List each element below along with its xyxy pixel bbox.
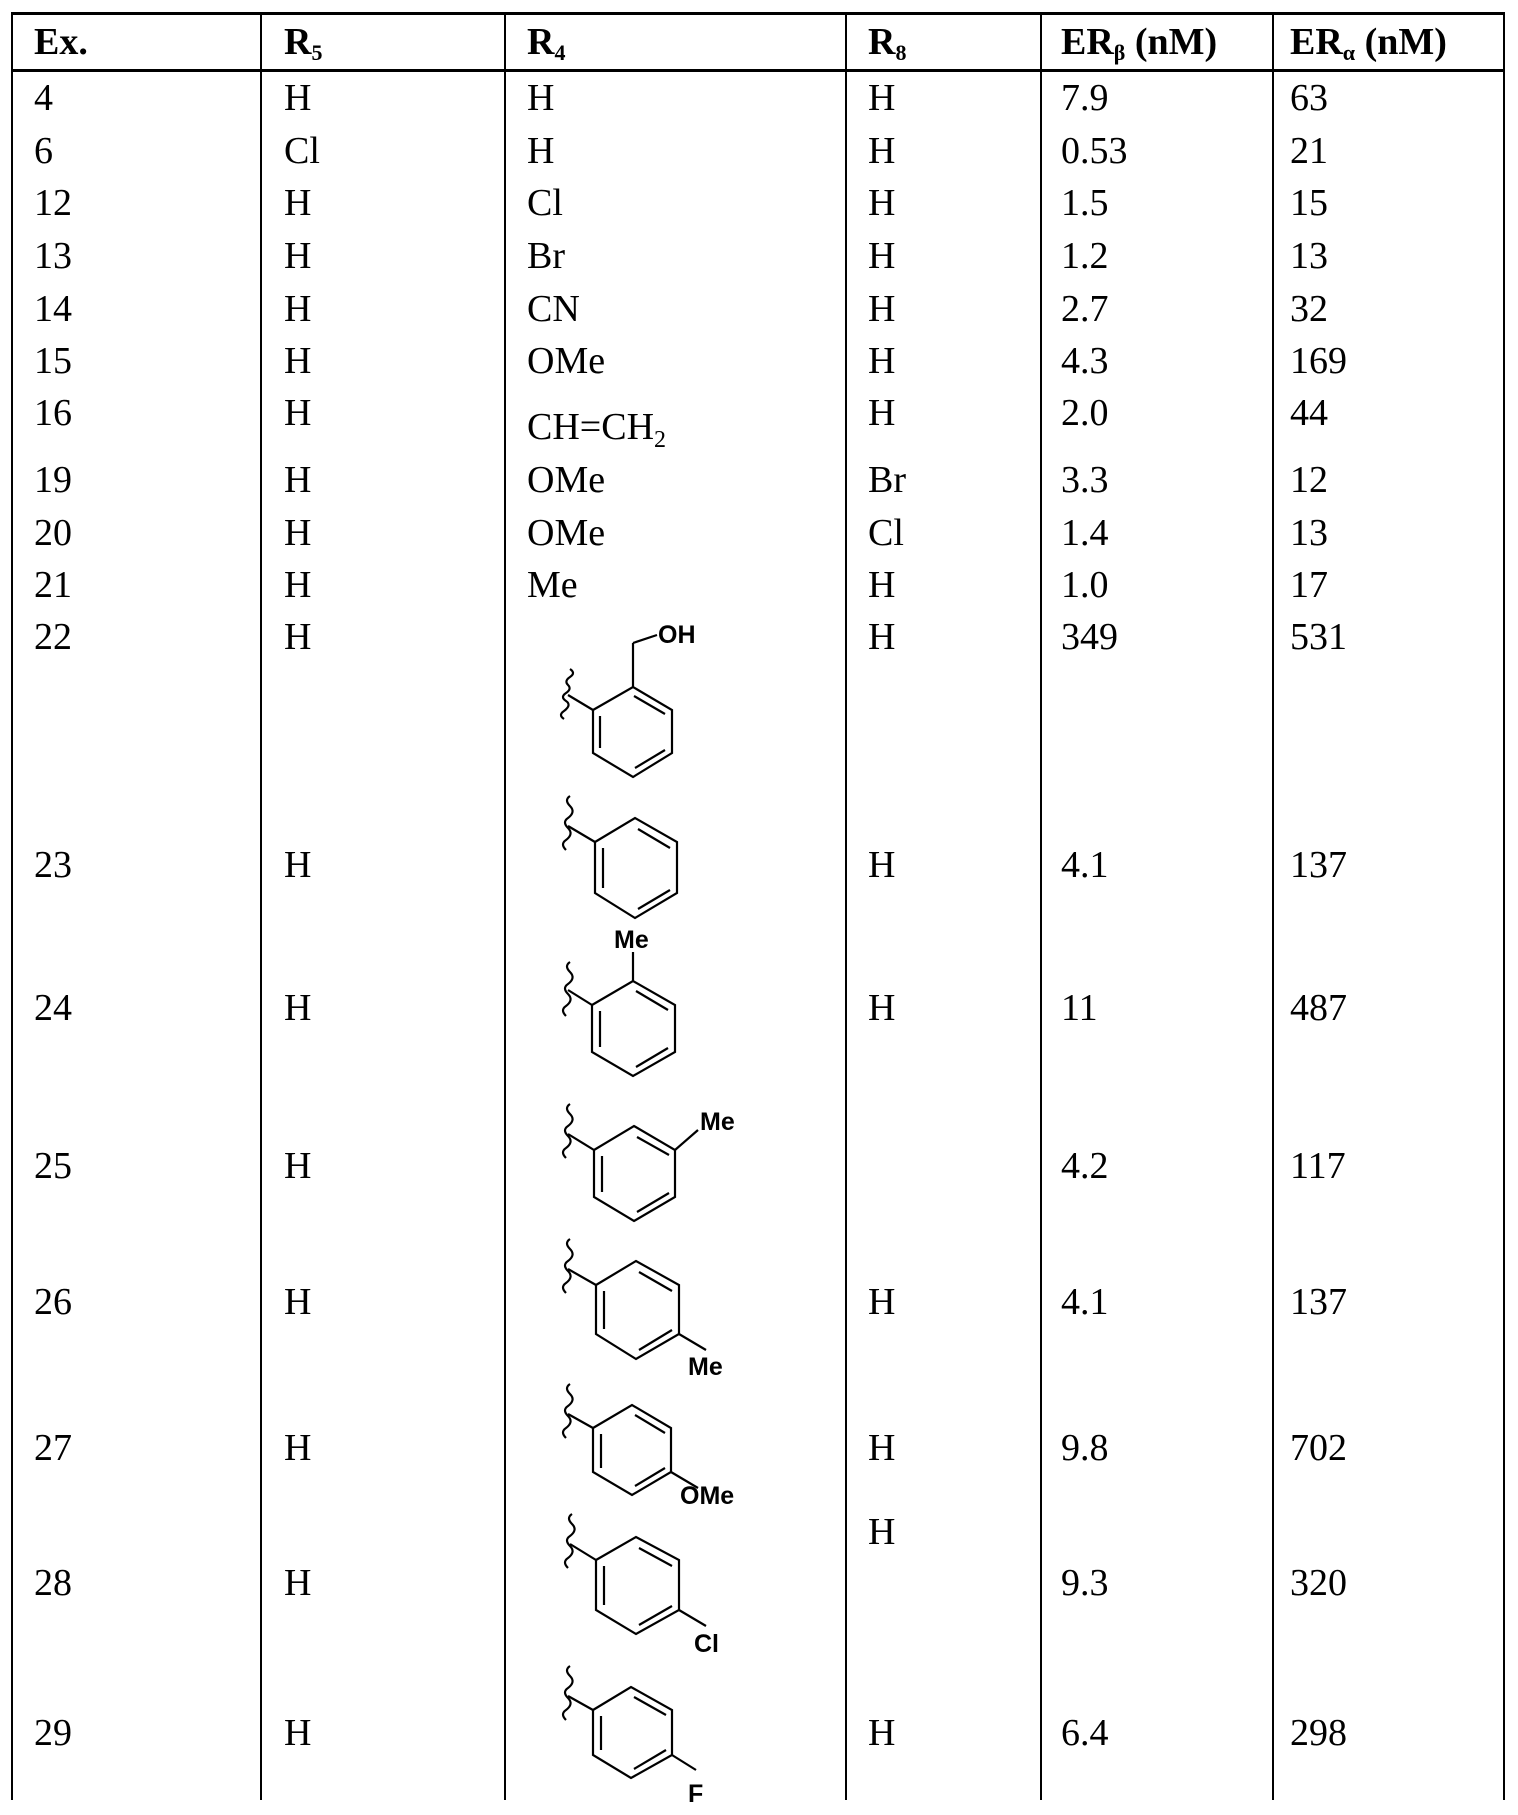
cell-r5: H: [284, 1145, 312, 1187]
svg-text:OH: OH: [658, 621, 696, 649]
cell-er-alpha: 117: [1290, 1145, 1346, 1187]
column-divider: [260, 12, 262, 1800]
cell-er-beta: 7.9: [1061, 77, 1109, 119]
cell-r8: H: [868, 77, 896, 119]
cell-r4: Me: [527, 564, 578, 606]
cell-er-alpha: 702: [1290, 1427, 1347, 1469]
cell-ex: 21: [34, 564, 72, 606]
cell-er-beta: 1.2: [1061, 235, 1109, 277]
cell-er-beta: 1.0: [1061, 564, 1109, 606]
data-table: [11, 12, 1503, 1803]
chlorophenyl-structure-icon: [530, 1510, 719, 1665]
cell-er-beta: 4.3: [1061, 340, 1109, 382]
cell-r5: H: [284, 1562, 312, 1604]
cell-r4: OMe: [527, 459, 606, 501]
header-r5: $R_5$: [284, 21, 323, 65]
cell-ex: 27: [34, 1427, 72, 1469]
cell-r5: H: [284, 564, 312, 606]
cell-r4: $CH=CH_2$: [527, 406, 667, 453]
header-er-beta: $ER_\beta$ (nM): [1061, 21, 1218, 65]
cell-r4: OMe: [527, 512, 606, 554]
cell-ex: 26: [34, 1281, 72, 1323]
cell-r5: H: [284, 182, 312, 224]
cell-ex: 4: [34, 77, 53, 119]
cell-r5: H: [284, 616, 312, 658]
cell-r8: H: [868, 340, 896, 382]
cell-er-beta: 9.3: [1061, 1562, 1109, 1604]
cell-er-beta: 349: [1061, 616, 1118, 658]
cell-r8: Br: [868, 459, 906, 501]
svg-text:Me: Me: [700, 1108, 735, 1136]
cell-er-alpha: 137: [1290, 1281, 1347, 1323]
cell-r5: H: [284, 987, 312, 1029]
cell-r5: H: [284, 844, 312, 886]
svg-text:Cl: Cl: [694, 1630, 719, 1658]
cell-r5: H: [284, 235, 312, 277]
cell-er-alpha: 12: [1290, 459, 1328, 501]
cell-r8: H: [868, 288, 896, 330]
column-divider: [504, 12, 506, 1800]
cell-er-beta: 3.3: [1061, 459, 1109, 501]
cell-r8: H: [868, 1712, 896, 1754]
cell-er-beta: 2.7: [1061, 288, 1109, 330]
fluorophenyl-structure-icon: [530, 1660, 710, 1815]
column-divider: [1040, 12, 1042, 1800]
cell-r5: H: [284, 340, 312, 382]
cell-ex: 13: [34, 235, 72, 277]
cell-ex: 25: [34, 1145, 72, 1187]
column-divider: [1272, 12, 1274, 1800]
cell-er-beta: 1.5: [1061, 182, 1109, 224]
cell-r5: H: [284, 77, 312, 119]
cell-er-alpha: 298: [1290, 1712, 1347, 1754]
cell-er-alpha: 137: [1290, 844, 1347, 886]
cell-r8: H: [868, 130, 896, 172]
cell-er-alpha: 15: [1290, 182, 1328, 224]
tolyl-ortho-structure-icon: [530, 926, 690, 1085]
cell-er-alpha: 531: [1290, 616, 1347, 658]
cell-r8: Cl: [868, 512, 904, 554]
cell-r4: Br: [527, 235, 565, 277]
cell-er-alpha: 32: [1290, 288, 1328, 330]
cell-ex: 29: [34, 1712, 72, 1754]
svg-text:Me: Me: [614, 926, 649, 954]
cell-r8: H: [868, 1511, 896, 1553]
cell-r4: OMe: [527, 340, 606, 382]
cell-r5: H: [284, 1427, 312, 1469]
cell-r4: Cl: [527, 182, 563, 224]
column-divider: [11, 12, 13, 1800]
header-r8: $R_8$: [868, 21, 907, 65]
cell-ex: 16: [34, 392, 72, 434]
cell-er-beta: 11: [1061, 987, 1098, 1029]
cell-er-beta: 6.4: [1061, 1712, 1109, 1754]
cell-r4: H: [527, 77, 555, 119]
cell-er-alpha: 21: [1290, 130, 1328, 172]
header-rule: [11, 69, 1503, 72]
tolyl-meta-structure-icon: [530, 1100, 735, 1235]
header-ex: Ex.: [34, 21, 88, 63]
cell-r8: H: [868, 392, 896, 434]
cell-er-alpha: 169: [1290, 340, 1347, 382]
cell-ex: 23: [34, 844, 72, 886]
cell-er-alpha: 44: [1290, 392, 1328, 434]
cell-r4: CN: [527, 288, 580, 330]
cell-r8: H: [868, 844, 896, 886]
cell-r5: H: [284, 1281, 312, 1323]
column-divider: [1503, 12, 1505, 1800]
cell-r5: H: [284, 512, 312, 554]
cell-ex: 22: [34, 616, 72, 658]
svg-text:OMe: OMe: [680, 1482, 735, 1510]
cell-er-beta: 4.2: [1061, 1145, 1109, 1187]
cell-ex: 24: [34, 987, 72, 1029]
benzyl-alcohol-structure-icon: [530, 615, 696, 790]
cell-ex: 6: [34, 130, 53, 172]
cell-er-beta: 4.1: [1061, 844, 1109, 886]
cell-er-beta: 9.8: [1061, 1427, 1109, 1469]
cell-er-alpha: 487: [1290, 987, 1347, 1029]
cell-ex: 14: [34, 288, 72, 330]
cell-r8: H: [868, 1281, 896, 1323]
cell-er-alpha: 63: [1290, 77, 1328, 119]
phenyl-structure-icon: [530, 790, 690, 935]
cell-r8: H: [868, 564, 896, 606]
cell-r5: H: [284, 1712, 312, 1754]
cell-r5: H: [284, 459, 312, 501]
cell-r5: Cl: [284, 130, 320, 172]
cell-ex: 12: [34, 182, 72, 224]
methoxyphenyl-structure-icon: [530, 1380, 735, 1525]
cell-er-alpha: 13: [1290, 235, 1328, 277]
cell-r4: H: [527, 130, 555, 172]
cell-er-alpha: 13: [1290, 512, 1328, 554]
cell-er-alpha: 17: [1290, 564, 1328, 606]
cell-er-beta: 2.0: [1061, 392, 1109, 434]
cell-r8: H: [868, 235, 896, 277]
cell-er-beta: 0.53: [1061, 130, 1128, 172]
tolyl-para-structure-icon: [530, 1235, 723, 1381]
cell-r8: H: [868, 182, 896, 224]
cell-ex: 28: [34, 1562, 72, 1604]
cell-ex: 20: [34, 512, 72, 554]
header-er-alpha: $ER_\alpha$ (nM): [1290, 21, 1447, 65]
cell-er-beta: 4.1: [1061, 1281, 1109, 1323]
cell-ex: 15: [34, 340, 72, 382]
cell-r8: H: [868, 616, 896, 658]
cell-r5: H: [284, 288, 312, 330]
svg-text:F: F: [688, 1780, 704, 1808]
cell-ex: 19: [34, 459, 72, 501]
header-r4: $R_4$: [527, 21, 566, 65]
cell-r8: H: [868, 1427, 896, 1469]
cell-r5: H: [284, 392, 312, 434]
svg-text:Me: Me: [688, 1353, 723, 1381]
cell-er-beta: 1.4: [1061, 512, 1109, 554]
cell-r8: H: [868, 987, 896, 1029]
cell-er-alpha: 320: [1290, 1562, 1347, 1604]
column-divider: [845, 12, 847, 1800]
